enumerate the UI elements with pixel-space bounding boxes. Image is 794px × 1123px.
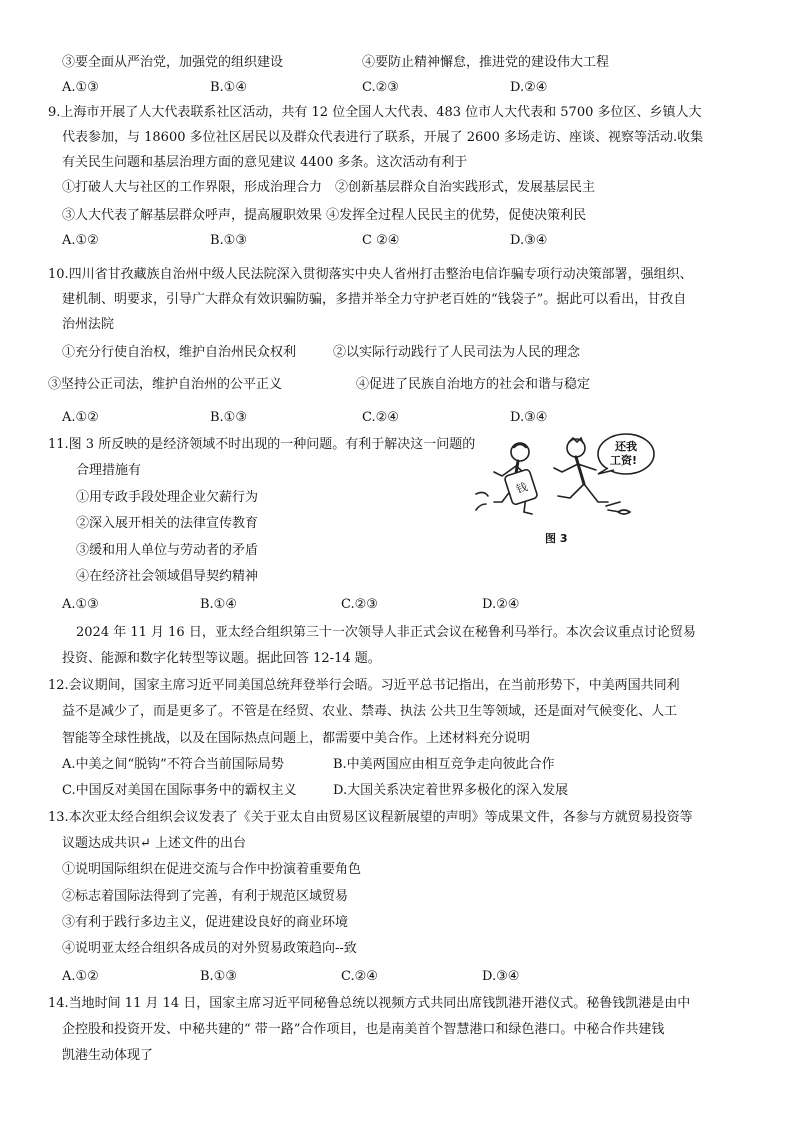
q11-stem-line: 11.图 3 所反映的是经济领域不时出现的一种问题。有利于解决这一问题的	[48, 437, 476, 452]
q14-stem-line: 企控股和投资开发、中秘共建的“ 带一路”合作项目，也是南美首个智慧港口和绿色港口。中秘合作共建钱	[62, 1022, 665, 1037]
q8-choice-c: C.②③	[362, 80, 399, 95]
intro-line: 2024 年 11 月 16 日，亚太经合组织第三十一次领导人非正式会议在秘鲁利马举行。本次会议重点讨论贸易	[76, 625, 696, 640]
q14-stem-line: 凯港生动体现了	[62, 1048, 154, 1063]
q14-stem-line: 14.当地时间 11 月 14 日，国家主席习近平同秘鲁总统以视频方式共同出席钱凯港开港仪式。秘鲁钱凯港是由中	[48, 996, 691, 1011]
q11-choice-b: B.①④	[200, 597, 237, 612]
q13-item: ①说明国际组织在促进交流与合作中扮演着重要角色	[62, 862, 362, 877]
q13-stem-line: 13.本次亚太经合组织会议发表了《关于亚太自由贸易区议程新展望的声明》等成果文件，各参与方就贸易投资等	[48, 810, 693, 825]
q8-choice-a: A.①③	[62, 80, 99, 95]
q10-choice-b: B.①③	[210, 410, 247, 425]
q10-item-3: ③坚持公正司法，维护自治州的公平正义	[48, 377, 283, 392]
q10-stem-line: 10.四川省甘孜藏族自治州中级人民法院深入贯彻落实中央人省州打击整治电信诈骗专项行动决策部署，强组织、	[48, 267, 693, 282]
q10-stem-line: 治州法院	[62, 317, 115, 332]
q12-choice-d: D.大国关系决定着世界多极化的深入发展	[333, 783, 569, 798]
q11-item: ②深入展开相关的法律宣传教育	[76, 516, 259, 531]
q9-stem-line: 代表参加，与 18600 多位社区居民以及群众代表进行了联系，开展了 2600 多场走访、座谈、视察等活动.收集	[62, 130, 704, 145]
q12-choice-a: A.中美之间“脱钩”不符合当前国际局势	[62, 757, 284, 772]
q9-stem-line: 9.上海市开展了人大代表联系社区活动，共有 12 位全国人大代表、483 位市人大代表和 5700 多位区、乡镇人大	[48, 105, 702, 120]
figure-bag-label: 钱	[514, 480, 530, 497]
q10-choice-c: C.②④	[362, 410, 399, 425]
figure-3-caption: 图 3	[545, 532, 568, 545]
q10-choice-d: D.③④	[510, 410, 548, 425]
figure-bubble-line-2: 工资!	[610, 454, 638, 467]
q11-choice-c: C.②③	[341, 597, 378, 612]
q9-choice-a: A.①②	[62, 233, 99, 248]
figure-bubble-line-1: 还我	[615, 440, 637, 453]
q9-choice-c: C ②④	[362, 233, 400, 248]
q12-stem-line: 12.会议期间，国家主席习近平同美国总统拜登举行会晤。习近平总书记指出，在当前形势下，中美两国共同利	[48, 678, 680, 693]
intro-line: 投资、能源和数字化转型等议题。据此回答 12-14 题。	[62, 651, 381, 666]
q9-choice-d: D.③④	[510, 233, 548, 248]
q9-choice-b: B.①③	[210, 233, 247, 248]
q12-choice-c: C.中国反对美国在国际事务中的霸权主义	[62, 783, 297, 798]
q13-stem-line: 议题达成共识↵ 上述文件的出台	[62, 836, 247, 851]
q11-item: ①用专政手段处理企业欠薪行为	[76, 490, 259, 505]
q11-stem-line: 合理措施有	[76, 463, 142, 478]
q8-choice-b: B.①④	[210, 80, 247, 95]
q12-choice-b: B.中美两国应由相互竞争走向彼此合作	[333, 757, 555, 772]
q8-item-3: ③要全面从严治党，加强党的组织建设	[62, 55, 284, 70]
q11-item: ③缓和用人单位与劳动者的矛盾	[76, 543, 259, 558]
q10-choice-a: A.①②	[62, 410, 99, 425]
q13-item: ②标志着国际法得到了完善，有利于规范区域贸易	[62, 889, 349, 904]
q12-stem-line: 益不是减少了，而是更多了。不管是在经贸、农业、禁毒、执法 公共卫生等领域，还是面对气候变化、人工	[62, 704, 678, 719]
q8-item-4: ④要防止精神懈怠，推进党的建设伟大工程	[362, 55, 610, 70]
q11-item: ④在经济社会领域倡导契约精神	[76, 569, 259, 584]
q9-items-line: ①打破人大与社区的工作界限，形成治理合力 ②创新基层群众自治实践形式，发展基层民主	[62, 180, 596, 195]
figure-3-cartoon	[458, 432, 658, 544]
q13-item: ③有利于践行多边主义，促进建设良好的商业环境	[62, 915, 349, 930]
q8-choice-d: D.②④	[510, 80, 548, 95]
q10-stem-line: 建机制、明要求，引导广大群众有效识骗防骗，多措并举全力守护老百姓的“钱袋子”。据此可以看出，甘孜自	[62, 292, 687, 307]
q13-choice-c: C.②④	[341, 969, 378, 984]
q10-item-1: ①充分行使自治权，维护自治州民众权利	[62, 345, 297, 360]
q13-item: ④说明亚太经合组织各成员的对外贸易政策趋向--致	[62, 941, 357, 956]
q9-items-line: ③人大代表了解基层群众呼声，提高履职效果 ④发挥全过程人民民主的优势，促使决策利民	[62, 208, 587, 223]
q11-choice-d: D.②④	[482, 597, 520, 612]
q11-choice-a: A.①③	[62, 597, 99, 612]
q10-item-2: ②以实际行动践行了人民司法为人民的理念	[333, 345, 581, 360]
q9-stem-line: 有关民生问题和基层治理方面的意见建议 4400 多条。这次活动有利于	[62, 155, 468, 170]
q12-stem-line: 智能等全球性挑战，以及在国际热点问题上，都需要中美合作。上述材料充分说明	[62, 731, 531, 746]
q10-item-4: ④促进了民族自治地方的社会和谐与稳定	[356, 377, 591, 392]
q13-choice-b: B.①③	[200, 969, 237, 984]
q13-choice-a: A.①②	[62, 969, 99, 984]
q13-choice-d: D.③④	[482, 969, 520, 984]
